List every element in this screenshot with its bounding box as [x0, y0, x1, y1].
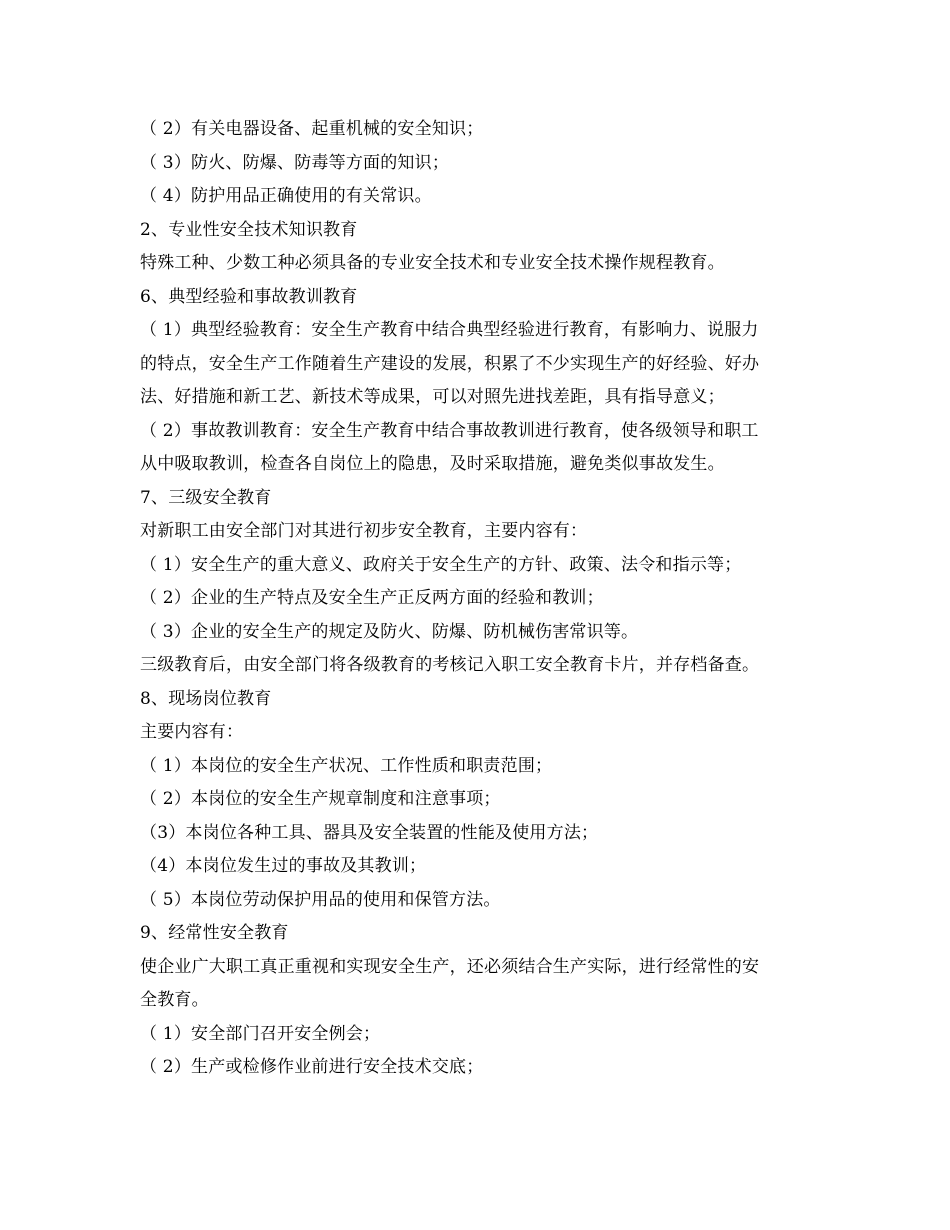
- text-line: （ 2）企业的生产特点及安全生产正反两方面的经验和教训；: [140, 588, 604, 608]
- text-line: 三级教育后，由安全部门将各级教育的考核记入职工安全教育卡片，并存档备查。: [140, 655, 760, 675]
- text-line: 法、好措施和新工艺、新技术等成果，可以对照先进找差距，具有指导意义；: [140, 387, 725, 407]
- text-line: 的特点，安全生产工作随着生产建设的发展，积累了不少实现生产的好经验、好办: [140, 353, 760, 374]
- text-line: （ 3）防火、防爆、防毒等方面的知识；: [140, 152, 450, 173]
- section-heading: 7、三级安全教育: [140, 487, 272, 508]
- text-line: （ 2）生产或检修作业前进行安全技术交底；: [140, 1057, 484, 1077]
- text-line: 对新职工由安全部门对其进行初步安全教育，主要内容有：: [140, 521, 588, 541]
- text-line: （ 2）本岗位的安全生产规章制度和注意事项；: [140, 789, 501, 809]
- text-line: （ 1）安全生产的重大意义、政府关于安全生产的方针、政策、法令和指示等；: [140, 554, 742, 575]
- text-line: （ 2）有关电器设备、起重机械的安全知识；: [140, 119, 484, 139]
- text-line: （ 5）本岗位劳动保护用品的使用和保管方法。: [140, 889, 501, 910]
- text-line: （4）本岗位发生过的事故及其教训；: [140, 856, 427, 876]
- section-heading: 9、经常性安全教育: [140, 923, 289, 943]
- text-line: （ 3）企业的安全生产的规定及防火、防爆、防机械伤害常识等。: [140, 621, 639, 642]
- text-line: （ 2）事故教训教育：安全生产教育中结合事故教训进行教育，使各级领导和职工: [140, 420, 759, 441]
- document-body: [140, 113, 820, 1085]
- text-line: 主要内容有：: [140, 722, 244, 742]
- text-line: 特殊工种、少数工种必须具备的专业安全技术和专业安全技术操作规程教育。: [140, 253, 725, 273]
- section-heading: 2、专业性安全技术知识教育: [140, 219, 358, 240]
- section-heading: 6、典型经验和事故教训教育: [140, 286, 358, 307]
- text-line: （3）本岗位各种工具、器具及安全装置的性能及使用方法；: [140, 822, 599, 843]
- text-line: （ 1）安全部门召开安全例会；: [140, 1023, 381, 1044]
- section-heading: 8、现场岗位教育: [140, 688, 272, 709]
- text-line: 全教育。: [140, 990, 209, 1010]
- text-line: （ 4）防护用品正确使用的有关常识。: [140, 186, 432, 206]
- text-line: 从中吸取教训，检查各自岗位上的隐患，及时采取措施，避免类似事故发生。: [140, 454, 725, 474]
- text-line: （ 1）典型经验教育：安全生产教育中结合典型经验进行教育，有影响力、说服力: [140, 320, 759, 340]
- text-line: 使企业广大职工真正重视和实现安全生产，还必须结合生产实际，进行经常性的安: [140, 956, 760, 977]
- text-line: （ 1）本岗位的安全生产状况、工作性质和职责范围；: [140, 755, 553, 776]
